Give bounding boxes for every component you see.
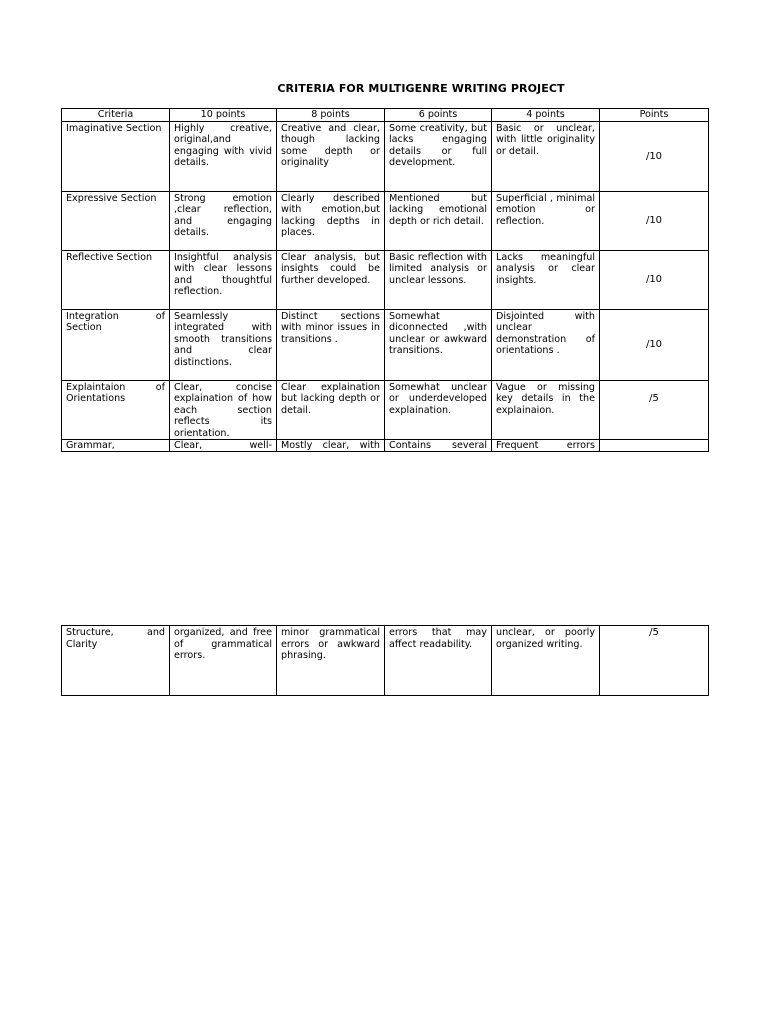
header-10-points: 10 points <box>170 109 277 122</box>
cell-6-points: Contains several <box>385 440 492 452</box>
criteria-cell: Imaginative Section <box>62 121 170 191</box>
header-6-points: 6 points <box>385 109 492 122</box>
cell-4-points: Superficial , minimal emotion or reflection. <box>492 191 600 250</box>
header-criteria: Criteria <box>62 109 170 122</box>
cell-8-points: Clear explaination but lacking depth or detail. <box>277 380 385 440</box>
points-cell: /10 <box>600 121 709 191</box>
cell-10-points: Clear, well- <box>170 440 277 452</box>
cell-8-points: minor grammatical errors or awkward phrasing. <box>277 626 385 696</box>
cell-10-points: Clear, concise explaination of how each section reflects its orientation. <box>170 380 277 440</box>
criteria-cell: Integration of Section <box>62 309 170 380</box>
points-cell: /10 <box>600 250 709 309</box>
document-title: CRITERIA FOR MULTIGENRE WRITING PROJECT <box>277 82 565 95</box>
cell-4-points: Vague or missing key details in the explainaion. <box>492 380 600 440</box>
cell-6-points: errors that may affect readability. <box>385 626 492 696</box>
criteria-cell: Reflective Section <box>62 250 170 309</box>
cell-8-points: Mostly clear, with <box>277 440 385 452</box>
cell-6-points: Basic reflection with limited analysis or unclear lessons. <box>385 250 492 309</box>
cell-4-points: Frequent errors <box>492 440 600 452</box>
points-cell <box>600 440 709 452</box>
cell-8-points: Clear analysis, but insights could be further developed. <box>277 250 385 309</box>
points-cell: /5 <box>600 380 709 440</box>
cell-10-points: Highly creative, original,and engaging with vivid details. <box>170 121 277 191</box>
cell-6-points: Somewhat diconnected ,with unclear or awkward transitions. <box>385 309 492 380</box>
table-row-split-top <box>62 440 709 452</box>
cell-8-points: Distinct sections with minor issues in transitions . <box>277 309 385 380</box>
header-points: Points <box>600 109 709 122</box>
criteria-cell: Explaintaion of Orientations <box>62 380 170 440</box>
table-row <box>62 191 709 250</box>
cell-6-points: Mentioned but lacking emotional depth or rich detail. <box>385 191 492 250</box>
cell-4-points: Lacks meaningful analysis or clear insights. <box>492 250 600 309</box>
criteria-cell: Structure, and Clarity <box>62 626 170 696</box>
criteria-cell: Grammar, <box>62 440 170 452</box>
rubric-table-continued <box>61 625 709 696</box>
cell-4-points: Disjointed with unclear demonstration of orientations . <box>492 309 600 380</box>
points-cell: /10 <box>600 191 709 250</box>
rubric-table <box>61 108 709 452</box>
cell-6-points: Somewhat unclear or underdeveloped explaination. <box>385 380 492 440</box>
header-4-points: 4 points <box>492 109 600 122</box>
table-row <box>62 380 709 440</box>
points-cell: /10 <box>600 309 709 380</box>
criteria-cell: Expressive Section <box>62 191 170 250</box>
table-header-row <box>62 109 709 122</box>
table-row <box>62 309 709 380</box>
cell-6-points: Some creativity, but lacks engaging details or full development. <box>385 121 492 191</box>
cell-10-points: organized, and free of grammatical errors. <box>170 626 277 696</box>
header-8-points: 8 points <box>277 109 385 122</box>
cell-4-points: unclear, or poorly organized writing. <box>492 626 600 696</box>
cell-8-points: Creative and clear, though lacking some depth or originality <box>277 121 385 191</box>
points-cell: /5 <box>600 626 709 696</box>
cell-10-points: Strong emotion ,clear reflection, and engaging details. <box>170 191 277 250</box>
table-row <box>62 250 709 309</box>
cell-10-points: Seamlessly integrated with smooth transitions and clear distinctions. <box>170 309 277 380</box>
table-row-split-bottom <box>62 626 709 696</box>
table-row <box>62 121 709 191</box>
cell-10-points: Insightful analysis with clear lessons and thoughtful reflection. <box>170 250 277 309</box>
cell-4-points: Basic or unclear, with little originality or detail. <box>492 121 600 191</box>
cell-8-points: Clearly described with emotion,but lacking depths in places. <box>277 191 385 250</box>
